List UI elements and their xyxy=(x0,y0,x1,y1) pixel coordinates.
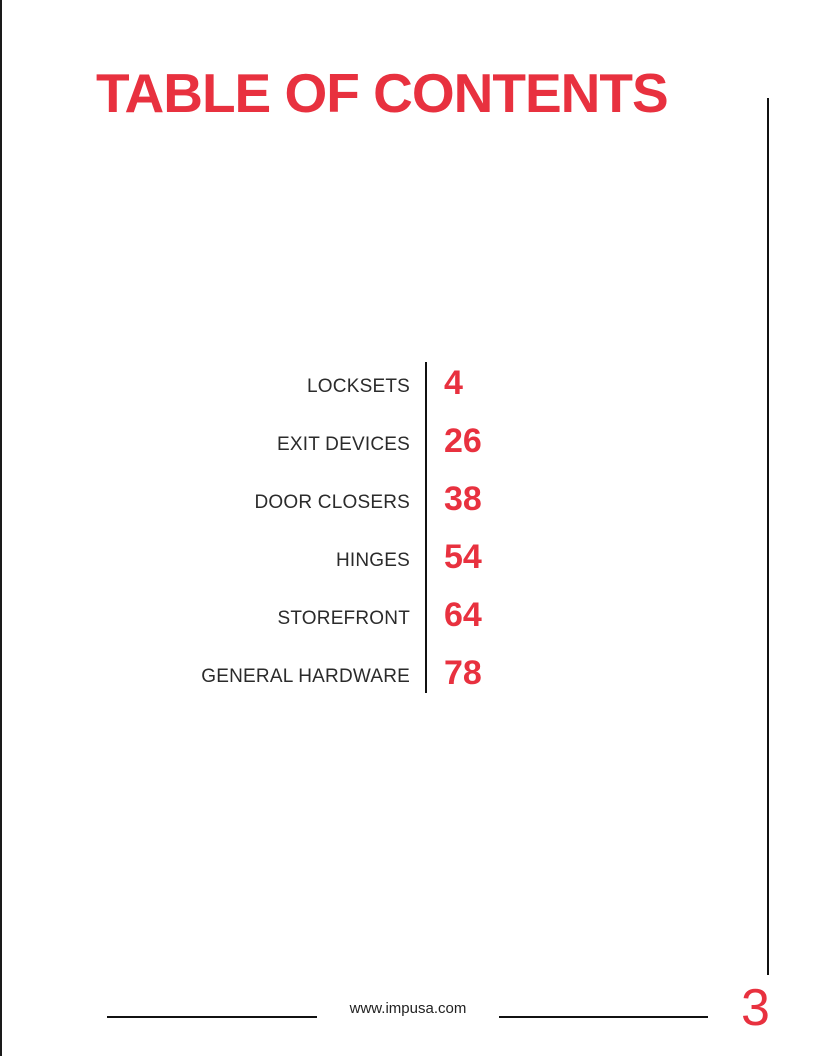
page-title: TABLE OF CONTENTS xyxy=(96,62,668,124)
toc-entry-page: 78 xyxy=(444,654,482,692)
toc-entry-label: EXIT DEVICES xyxy=(277,434,410,455)
toc-entry-exit-devices[interactable] xyxy=(0,420,816,460)
toc-entry-label: GENERAL HARDWARE xyxy=(201,666,410,687)
footer-rule-right xyxy=(499,1016,708,1018)
toc-entry-storefront[interactable] xyxy=(0,594,816,634)
toc-entry-page: 38 xyxy=(444,480,482,518)
toc-entry-label: HINGES xyxy=(335,550,410,571)
toc-entry-general-hardware[interactable] xyxy=(0,652,816,692)
toc-divider xyxy=(425,362,427,693)
footer-rule-left xyxy=(107,1016,317,1018)
toc-entry-page: 64 xyxy=(444,596,482,634)
footer-url[interactable]: www.impusa.com xyxy=(349,1000,467,1017)
toc-entry-page: 4 xyxy=(444,364,463,402)
table-of-contents xyxy=(0,362,816,694)
toc-entry-page: 26 xyxy=(444,422,482,460)
toc-entry-door-closers[interactable] xyxy=(0,478,816,518)
toc-entry-label: STOREFRONT xyxy=(277,608,410,629)
toc-entry-page: 54 xyxy=(444,538,482,576)
toc-entry-label: DOOR CLOSERS xyxy=(254,492,410,513)
toc-entry-label: LOCKSETS xyxy=(307,376,410,397)
toc-entry-locksets[interactable] xyxy=(0,362,816,402)
page-number: 3 xyxy=(741,979,770,1037)
toc-entry-hinges[interactable] xyxy=(0,536,816,576)
